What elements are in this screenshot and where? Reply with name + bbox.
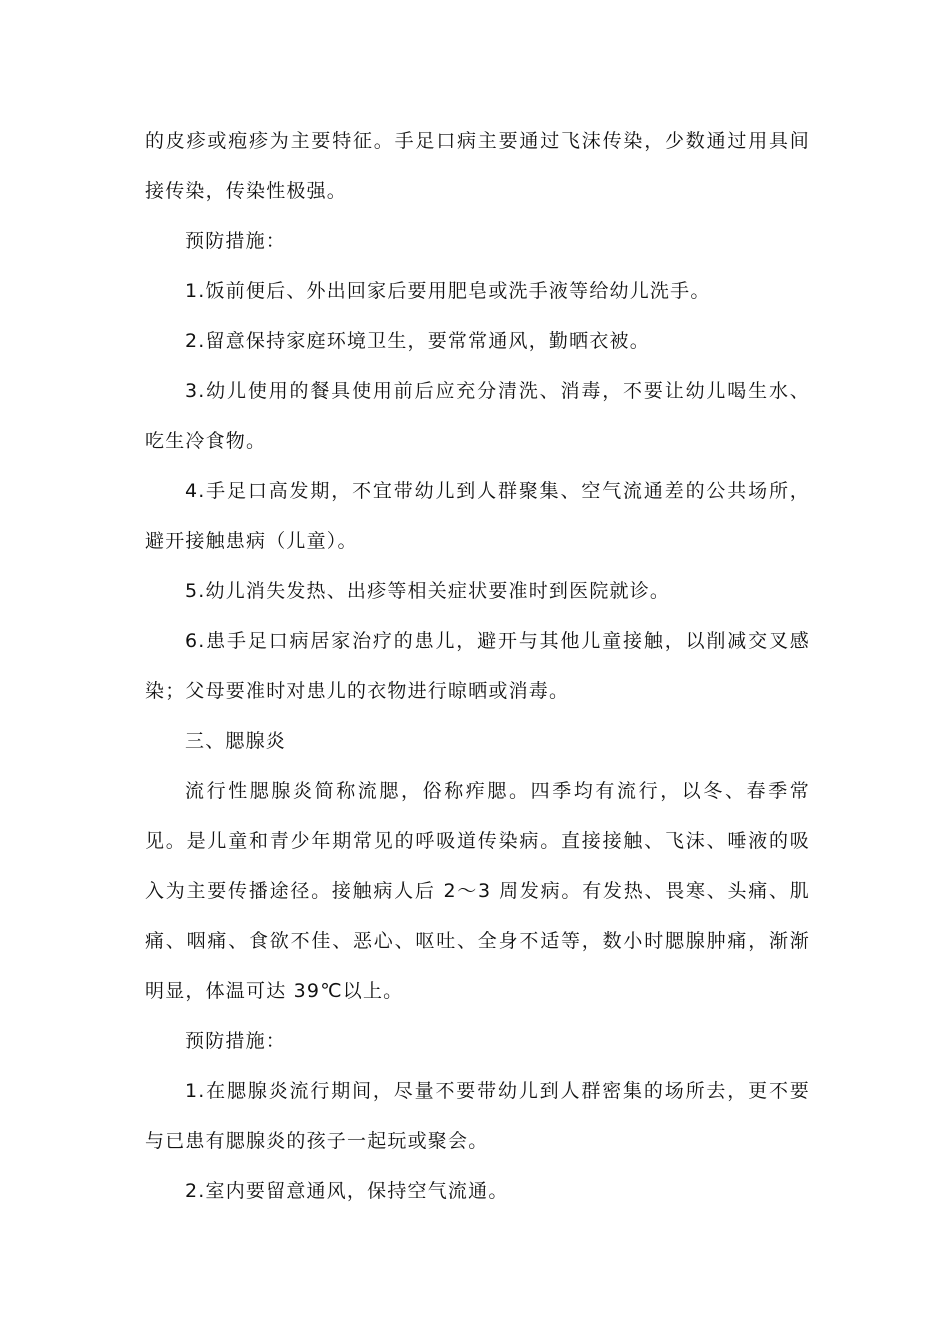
list-item-1: 1.饭前便后、外出回家后要用肥皂或洗手液等给幼儿洗手。	[185, 280, 711, 302]
heading-prevention-measures-mumps: 预防措施：	[185, 1030, 287, 1052]
mumps-list-item-1: 1.在腮腺炎流行期间，尽量不要带幼儿到人群密集的场所去，更不要与已患有腮腺炎的孩子一起玩或聚会。	[145, 1080, 810, 1152]
list-item-2: 2.留意保持家庭环境卫生，要常常通风，勤晒衣被。	[185, 330, 650, 352]
section-heading-mumps: 三、腮腺炎	[185, 730, 287, 752]
document-body	[145, 116, 810, 1216]
mumps-list-item-2: 2.室内要留意通风，保持空气流通。	[185, 1180, 509, 1202]
paragraph-mumps-description: 流行性腮腺炎简称流腮，俗称痄腮。四季均有流行，以冬、春季常见。是儿童和青少年期常见的呼吸道传染病。直接接触、飞沫、唾液的吸入为主要传播途径。接触病人后 2～3 周发病。有发热、畏寒、头痛、肌痛、咽痛、食欲不佳、恶心、呕吐、全身不适等，数小时腮腺肿痛，渐渐明显，体温可达 39℃以上。	[145, 780, 810, 1002]
paragraph-intro-continuation: 的皮疹或疱疹为主要特征。手足口病主要通过飞沫传染，少数通过用具间接传染，传染性极强。	[145, 130, 810, 202]
list-item-4: 4.手足口高发期，不宜带幼儿到人群聚集、空气流通差的公共场所，避开接触患病（儿童）。	[145, 480, 810, 552]
heading-prevention-measures: 预防措施：	[185, 230, 287, 252]
list-item-6: 6.患手足口病居家治疗的患儿，避开与其他儿童接触，以削减交叉感染；父母要准时对患儿的衣物进行晾晒或消毒。	[145, 630, 810, 702]
list-item-5: 5.幼儿消失发热、出疹等相关症状要准时到医院就诊。	[185, 580, 671, 602]
list-item-3: 3.幼儿使用的餐具使用前后应充分清洗、消毒，不要让幼儿喝生水、吃生冷食物。	[145, 380, 810, 452]
